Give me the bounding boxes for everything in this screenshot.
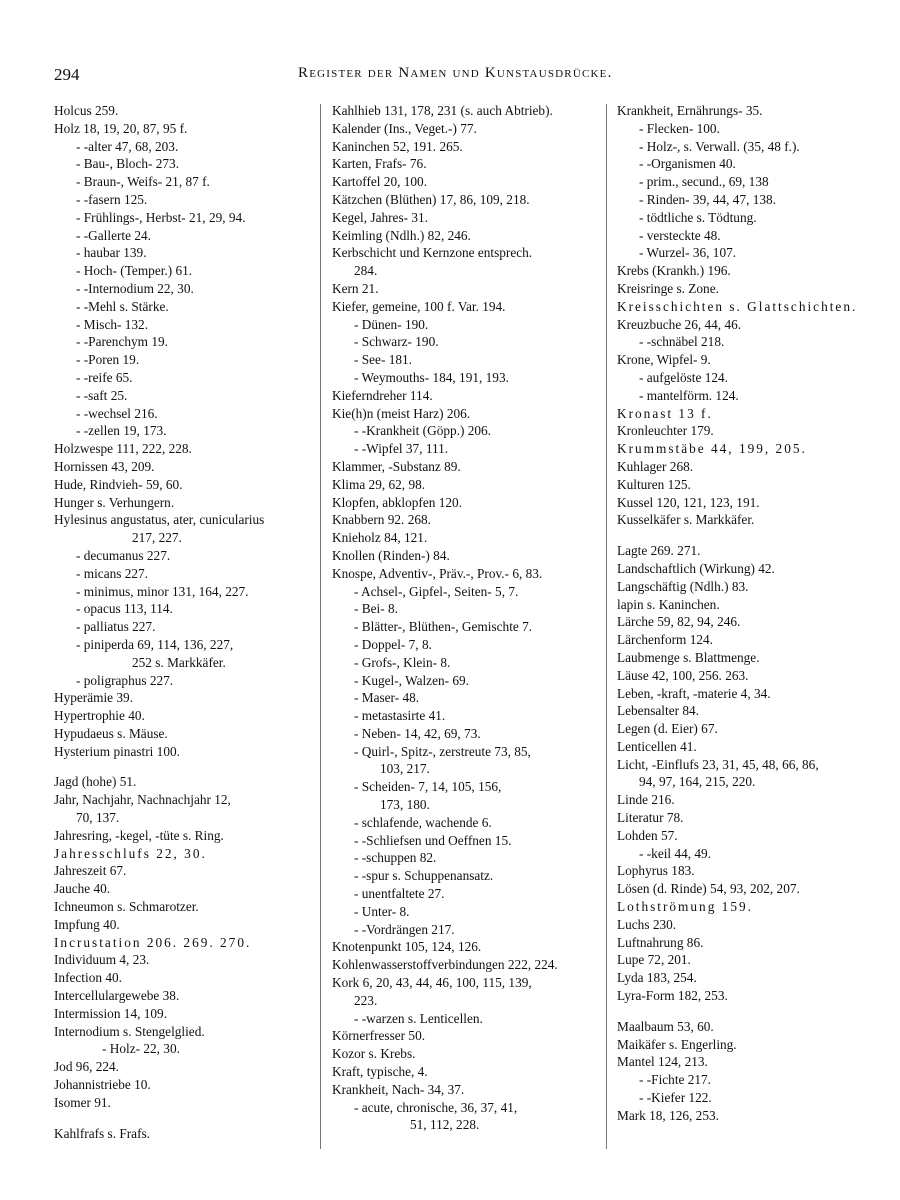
index-entry: Lyda 183, 254.	[617, 970, 697, 986]
index-entry: Hude, Rindvieh- 59, 60.	[54, 476, 183, 492]
index-entry: - Kugel-, Walzen- 69.	[354, 672, 469, 688]
index-entry: - Grofs-, Klein- 8.	[354, 654, 451, 670]
index-entry: Individuum 4, 23.	[54, 952, 150, 968]
index-entry: Kätzchen (Blüthen) 17, 86, 109, 218.	[332, 191, 530, 207]
index-entry: - prim., secund., 69, 138	[639, 174, 769, 190]
index-entry: - Doppel- 7, 8.	[354, 636, 432, 652]
index-entry: Kahlhieb 131, 178, 231 (s. auch Abtrieb).	[332, 103, 553, 118]
index-entry: - micans 227.	[76, 565, 149, 581]
index-entry: - haubar 139.	[76, 245, 147, 261]
index-entry: - -Mehl s. Stärke.	[76, 298, 169, 314]
index-entry: Maikäfer s. Engerling.	[617, 1036, 737, 1052]
index-entry: Hyperämie 39.	[54, 690, 134, 706]
index-entry: Incrustation 206. 269. 270.	[54, 934, 252, 950]
index-entry: Hypudaeus s. Mäuse.	[54, 725, 168, 741]
index-entry: - -Wipfel 37, 111.	[354, 441, 449, 457]
index-entry: Klima 29, 62, 98.	[332, 476, 426, 492]
index-entry: - Blätter-, Blüthen-, Gemischte 7.	[354, 619, 533, 635]
index-entry: Holz 18, 19, 20, 87, 95 f.	[54, 120, 188, 136]
index-entry: Lebensalter 84.	[617, 703, 699, 719]
index-entry: - poligraphus 227.	[76, 672, 174, 688]
index-entry: - -saft 25.	[76, 387, 128, 403]
index-entry: Jahresschlufs 22, 30.	[54, 845, 207, 861]
index-entry: - Weymouths- 184, 191, 193.	[354, 369, 509, 385]
index-entry: - Wurzel- 36, 107.	[639, 245, 737, 261]
index-entry: - Braun-, Weifs- 21, 87 f.	[76, 174, 210, 190]
index-entry: Lösen (d. Rinde) 54, 93, 202, 207.	[617, 881, 800, 897]
index-entry: Klammer, -Substanz 89.	[332, 458, 461, 474]
index-entry: Kegel, Jahres- 31.	[332, 209, 428, 225]
index-entry: - -Gallerte 24.	[76, 227, 151, 243]
index-entry: Kohlenwasserstoffverbindungen 222, 224.	[332, 957, 558, 973]
index-entry: Mark 18, 126, 253.	[617, 1107, 719, 1123]
index-entry: Lyra-Form 182, 253.	[617, 988, 728, 1004]
section-gap	[54, 760, 312, 773]
index-entry: - versteckte 48.	[639, 227, 721, 243]
index-entry: Krummstäbe 44, 199, 205.	[617, 441, 807, 457]
index-entry: Hysterium pinastri 100.	[54, 743, 180, 759]
index-entry: Intercellulargewebe 38.	[54, 988, 180, 1004]
index-entry: - opacus 113, 114.	[76, 601, 173, 617]
index-entry: Lophyrus 183.	[617, 863, 695, 879]
index-entry: Landschaftlich (Wirkung) 42.	[617, 560, 775, 576]
column-divider	[606, 104, 607, 1149]
index-column-2	[332, 102, 600, 1134]
index-column-1	[54, 102, 312, 1142]
index-entry: Knieholz 84, 121.	[332, 530, 428, 546]
index-entry: Jagd (hohe) 51.	[54, 774, 137, 790]
index-entry: Lagte 269. 271.	[617, 543, 701, 559]
index-entry: 173, 180.	[380, 797, 430, 813]
index-entry: Ichneumon s. Schmarotzer.	[54, 899, 199, 915]
index-entry: Krankheit, Ernährungs- 35.	[617, 103, 763, 118]
index-entry: Kozor s. Krebs.	[332, 1046, 416, 1062]
index-entry: - Unter- 8.	[354, 903, 410, 919]
index-entry: Hunger s. Verhungern.	[54, 494, 175, 510]
index-entry: Keimling (Ndlh.) 82, 246.	[332, 227, 471, 243]
index-entry: Licht, -Einflufs 23, 31, 45, 48, 66, 86,	[617, 756, 819, 772]
index-entry: - Hoch- (Temper.) 61.	[76, 263, 193, 279]
index-entry: Kusselkäfer s. Markkäfer.	[617, 512, 755, 528]
index-entry: Kalender (Ins., Veget.-) 77.	[332, 120, 477, 136]
index-entry: Hornissen 43, 209.	[54, 458, 155, 474]
index-entry: Laubmenge s. Blattmenge.	[617, 649, 760, 665]
index-entry: Jahr, Nachjahr, Nachnachjahr 12,	[54, 792, 231, 808]
index-entry: - -Kiefer 122.	[639, 1090, 712, 1106]
index-entry: Literatur 78.	[617, 810, 684, 826]
index-entry: Knospe, Adventiv-, Präv.-, Prov.- 6, 83.	[332, 565, 543, 581]
index-entry: Mantel 124, 213.	[617, 1054, 708, 1070]
index-entry: Lothströmung 159.	[617, 899, 753, 915]
index-entry: Langschäftig (Ndlh.) 83.	[617, 578, 749, 594]
index-entry: - -reife 65.	[76, 369, 133, 385]
index-entry: Kreisschichten s. Glattschichten.	[617, 298, 858, 314]
index-entry: - -alter 47, 68, 203.	[76, 138, 179, 154]
index-entry: - Holz- 22, 30.	[102, 1041, 180, 1057]
index-entry: - Quirl-, Spitz-, zerstreute 73, 85,	[354, 743, 531, 759]
index-entry: Knollen (Rinden-) 84.	[332, 547, 450, 563]
index-entry: - -wechsel 216.	[76, 405, 158, 421]
index-entry: Kartoffel 20, 100.	[332, 174, 428, 190]
index-entry: Knotenpunkt 105, 124, 126.	[332, 939, 482, 955]
index-entry: - -spur s. Schuppenansatz.	[354, 868, 494, 884]
index-entry: - Schwarz- 190.	[354, 334, 439, 350]
index-entry: - decumanus 227.	[76, 547, 171, 563]
index-entry: - aufgelöste 124.	[639, 369, 728, 385]
index-entry: - -schnäbel 218.	[639, 334, 725, 350]
index-entry: - -warzen s. Lenticellen.	[354, 1010, 483, 1026]
index-entry: 223.	[354, 992, 378, 1008]
index-entry: - minimus, minor 131, 164, 227.	[76, 583, 249, 599]
index-entry: - Bau-, Bloch- 273.	[76, 156, 180, 172]
index-entry: Lenticellen 41.	[617, 738, 697, 754]
index-entry: - Frühlings-, Herbst- 21, 29, 94.	[76, 209, 246, 225]
index-entry: Jahresring, -kegel, -tüte s. Ring.	[54, 827, 224, 843]
index-entry: - -Krankheit (Göpp.) 206.	[354, 423, 491, 439]
index-entry: - -Internodium 22, 30.	[76, 280, 194, 296]
index-entry: - Flecken- 100.	[639, 120, 720, 136]
index-entry: - tödtliche s. Tödtung.	[639, 209, 757, 225]
index-entry: Maalbaum 53, 60.	[617, 1018, 714, 1034]
index-entry: 103, 217.	[380, 761, 430, 777]
index-entry: Leben, -kraft, -materie 4, 34.	[617, 685, 771, 701]
index-entry: Kronleuchter 179.	[617, 423, 714, 439]
index-entry: Kronast 13 f.	[617, 405, 713, 421]
index-entry: - -schuppen 82.	[354, 850, 437, 866]
index-entry: - Bei- 8.	[354, 601, 398, 617]
index-entry: Klopfen, abklopfen 120.	[332, 494, 462, 510]
index-entry: Holcus 259.	[54, 103, 119, 118]
index-entry: - -Poren 19.	[76, 352, 140, 368]
index-entry: Johannistriebe 10.	[54, 1077, 151, 1093]
index-entry: Lärche 59, 82, 94, 246.	[617, 614, 741, 630]
index-entry: Infection 40.	[54, 970, 122, 986]
index-entry: Kreisringe s. Zone.	[617, 280, 719, 296]
index-entry: 217, 227.	[132, 530, 182, 546]
index-entry: - Rinden- 39, 44, 47, 138.	[639, 191, 777, 207]
index-entry: - -Organismen 40.	[639, 156, 736, 172]
index-entry: 94, 97, 164, 215, 220.	[639, 774, 756, 790]
index-entry: Karten, Frafs- 76.	[332, 156, 427, 172]
index-entry: - palliatus 227.	[76, 619, 156, 635]
index-entry: Kern 21.	[332, 280, 379, 296]
index-entry: Impfung 40.	[54, 916, 120, 932]
index-entry: - unentfaltete 27.	[354, 886, 445, 902]
index-entry: Krone, Wipfel- 9.	[617, 352, 711, 368]
index-entry: - Neben- 14, 42, 69, 73.	[354, 725, 481, 741]
index-entry: - metastasirte 41.	[354, 708, 446, 724]
index-entry: - -Fichte 217.	[639, 1072, 712, 1088]
index-entry: Lupe 72, 201.	[617, 952, 691, 968]
index-entry: Linde 216.	[617, 792, 675, 808]
index-entry: Intermission 14, 109.	[54, 1005, 168, 1021]
index-entry: - Maser- 48.	[354, 690, 420, 706]
index-entry: - piniperda 69, 114, 136, 227,	[76, 636, 234, 652]
index-entry: Lärchenform 124.	[617, 632, 713, 648]
index-entry: 51, 112, 228.	[410, 1117, 480, 1133]
index-column-3	[617, 102, 897, 1125]
index-entry: - -Vordrängen 217.	[354, 921, 455, 937]
section-gap	[54, 1112, 312, 1125]
index-entry: - Misch- 132.	[76, 316, 149, 332]
index-entry: - -Schliefsen und Oeffnen 15.	[354, 832, 512, 848]
index-entry: Krankheit, Nach- 34, 37.	[332, 1081, 465, 1097]
index-entry: Hypertrophie 40.	[54, 708, 145, 724]
index-entry: Läuse 42, 100, 256. 263.	[617, 667, 749, 683]
index-entry: Kie(h)n (meist Harz) 206.	[332, 405, 471, 421]
index-entry: Holzwespe 111, 222, 228.	[54, 441, 192, 457]
index-entry: lapin s. Kaninchen.	[617, 596, 720, 612]
index-entry: Kerbschicht und Kernzone entsprech.	[332, 245, 533, 261]
section-gap	[617, 1005, 897, 1018]
index-entry: Kahlfrafs s. Frafs.	[54, 1125, 151, 1141]
index-entry: - Scheiden- 7, 14, 105, 156,	[354, 779, 502, 795]
section-gap	[617, 529, 897, 542]
index-entry: Legen (d. Eier) 67.	[617, 721, 718, 737]
index-entry: Kaninchen 52, 191. 265.	[332, 138, 463, 154]
running-title: Register der Namen und Kunstausdrücke.	[298, 65, 613, 81]
index-entry: - schlafende, wachende 6.	[354, 814, 492, 830]
index-entry: - -fasern 125.	[76, 191, 148, 207]
index-entry: Kuhlager 268.	[617, 458, 694, 474]
index-entry: - -zellen 19, 173.	[76, 423, 167, 439]
index-entry: Kieferndreher 114.	[332, 387, 433, 403]
index-entry: Knabbern 92. 268.	[332, 512, 431, 528]
index-entry: - Holz-, s. Verwall. (35, 48 f.).	[639, 138, 800, 154]
index-entry: Körnerfresser 50.	[332, 1028, 426, 1044]
index-entry: Jahreszeit 67.	[54, 863, 127, 879]
index-entry: Luchs 230.	[617, 916, 677, 932]
page-number: 294	[54, 65, 80, 84]
index-entry: Kiefer, gemeine, 100 f. Var. 194.	[332, 298, 506, 314]
index-entry: - Achsel-, Gipfel-, Seiten- 5, 7.	[354, 583, 519, 599]
index-entry: Luftnahrung 86.	[617, 934, 704, 950]
index-entry: Jod 96, 224.	[54, 1059, 120, 1075]
index-entry: - acute, chronische, 36, 37, 41,	[354, 1099, 518, 1115]
index-entry: 70, 137.	[76, 810, 120, 826]
index-entry: 252 s. Markkäfer.	[132, 654, 226, 670]
index-entry: Kussel 120, 121, 123, 191.	[617, 494, 760, 510]
index-entry: Kreuzbuche 26, 44, 46.	[617, 316, 742, 332]
index-entry: Kulturen 125.	[617, 476, 691, 492]
index-entry: - Dünen- 190.	[354, 316, 429, 332]
index-entry: - -Parenchym 19.	[76, 334, 168, 350]
index-entry: - See- 181.	[354, 352, 412, 368]
index-entry: Hylesinus angustatus, ater, cunicularius	[54, 512, 265, 528]
index-entry: Kork 6, 20, 43, 44, 46, 100, 115, 139,	[332, 975, 532, 991]
index-entry: 284.	[354, 263, 378, 279]
index-entry: - -keil 44, 49.	[639, 845, 712, 861]
index-entry: Internodium s. Stengelglied.	[54, 1023, 205, 1039]
index-entry: Krebs (Krankh.) 196.	[617, 263, 731, 279]
index-entry: Jauche 40.	[54, 881, 111, 897]
index-entry: Kraft, typische, 4.	[332, 1064, 428, 1080]
index-entry: - mantelförm. 124.	[639, 387, 739, 403]
index-entry: Lohden 57.	[617, 827, 678, 843]
column-divider	[320, 104, 321, 1149]
index-entry: Isomer 91.	[54, 1094, 111, 1110]
